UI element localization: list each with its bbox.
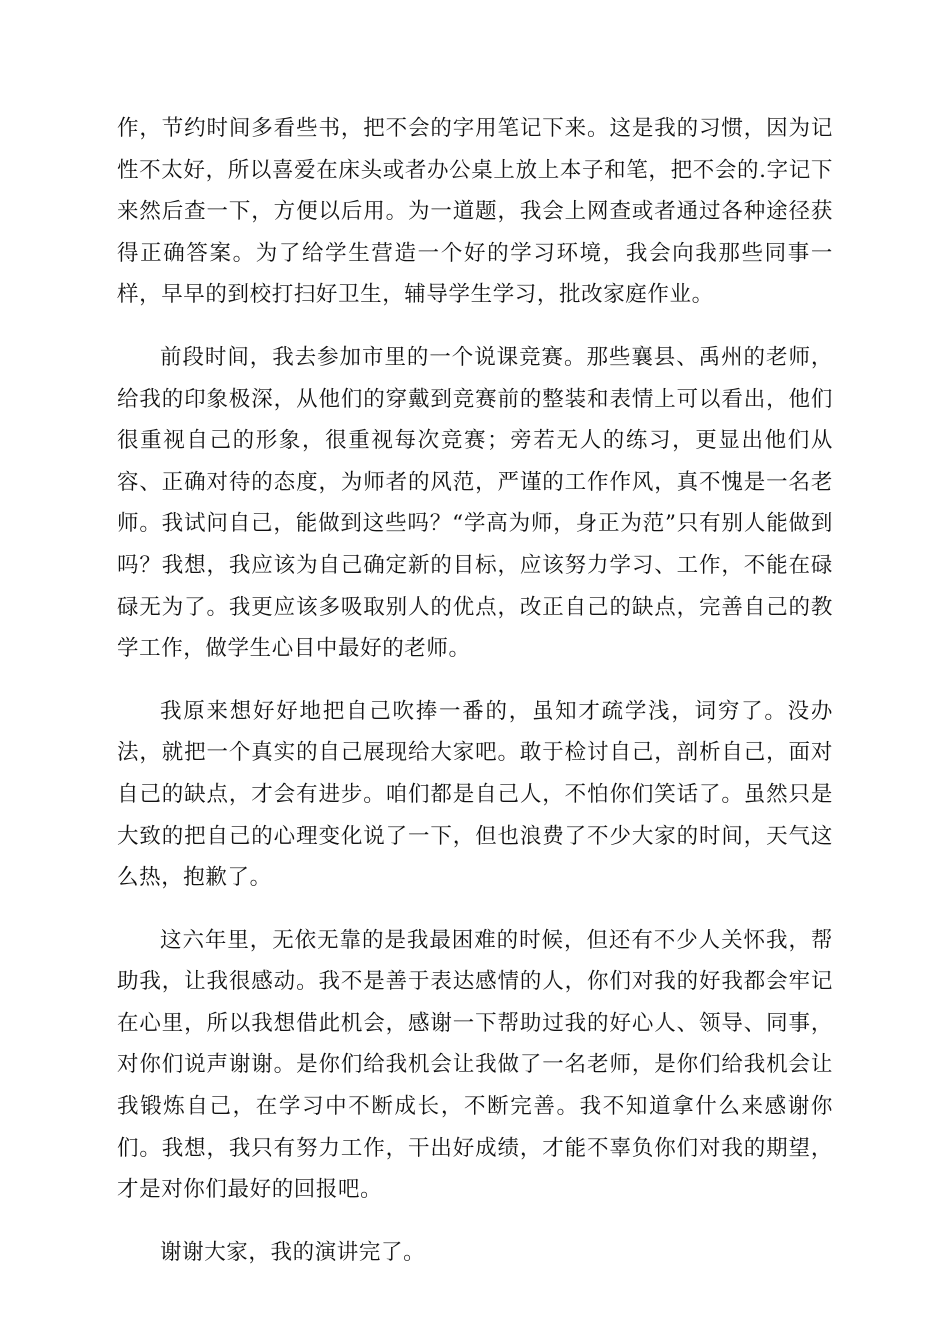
paragraph-3: 我原来想好好地把自己吹捧一番的，虽知才疏学浅，词穷了。没办法，就把一个真实的自己展现给大家吧。敢于检讨自己，剖析自己，面对自己的缺点，才会有进步。咱们都是自己人，不怕你们笑话了。虽然只是大致的把自己的心理变化说了一下，但也浪费了不少大家的时间，天气这么热，抱歉了。 xyxy=(117,698,833,891)
paragraph-1: 作，节约时间多看些书，把不会的字用笔记下来。这是我的习惯，因为记性不太好，所以喜爱在床头或者办公桌上放上本子和笔，把不会的.字记下来然后查一下，方便以后用。为一道题，我会上网查或者通过各种途径获得正确答案。为了给学生营造一个好的学习环境，我会向我那些同事一样，早早的到校打扫好卫生，辅导学生学习，批改家庭作业。 xyxy=(117,116,833,308)
document-body xyxy=(117,108,833,1294)
paragraph-5: 谢谢大家，我的演讲完了。 xyxy=(160,1239,426,1265)
paragraph-2: 前段时间，我去参加市里的一个说课竞赛。那些襄县、禹州的老师，给我的印象极深，从他们的穿戴到竞赛前的整装和表情上可以看出，他们很重视自己的形象，很重视每次竞赛；旁若无人的练习，更显出他们从容、正确对待的态度，为师者的风范，严谨的工作作风，真不愧是一名老师。我试问自己，能做到这些吗？“学高为师，身正为范”只有别人能做到吗？我想，我应该为自己确定新的目标，应该努力学习、工作，不能在碌碌无为了。我更应该多吸取别人的优点，改正自己的缺点，完善自己的教学工作，做学生心目中最好的老师。 xyxy=(117,344,833,662)
paragraph-4: 这六年里，无依无靠的是我最困难的时候，但还有不少人关怀我，帮助我，让我很感动。我不是善于表达感情的人，你们对我的好我都会牢记在心里，所以我想借此机会，感谢一下帮助过我的好心人、领导、同事，对你们说声谢谢。是你们给我机会让我做了一名老师，是你们给我机会让我锻炼自己，在学习中不断成长，不断完善。我不知道拿什么来感谢你们。我想，我只有努力工作，干出好成绩，才能不辜负你们对我的期望，才是对你们最好的回报吧。 xyxy=(117,927,833,1203)
